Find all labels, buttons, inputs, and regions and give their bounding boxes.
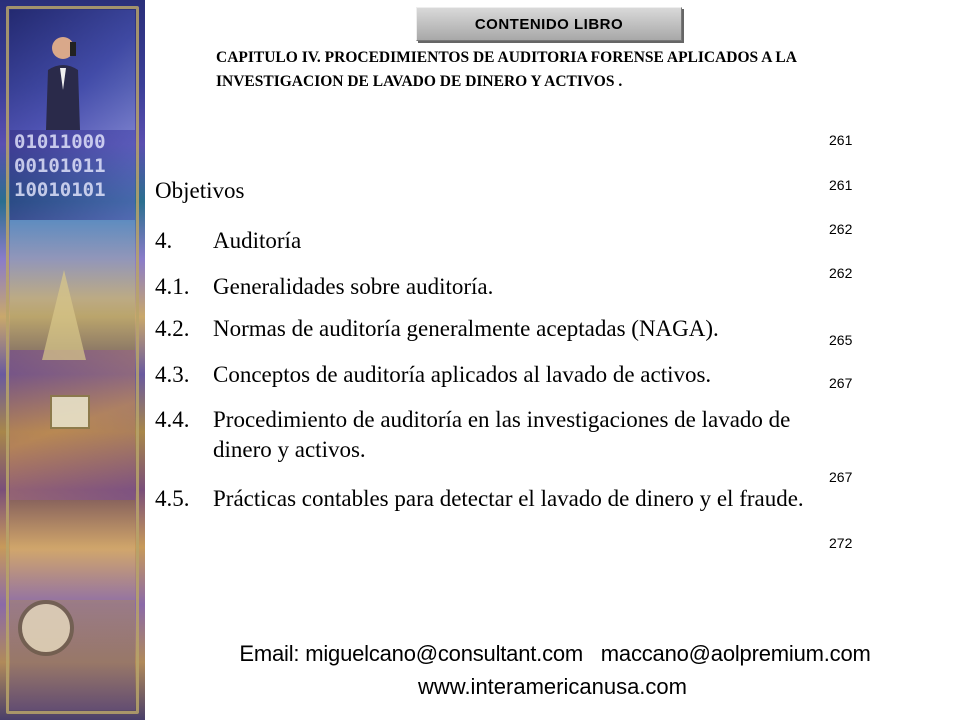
page-number: 267 bbox=[829, 375, 853, 391]
page-number: 267 bbox=[829, 469, 853, 485]
toc-item-number: 4.2. bbox=[155, 316, 190, 341]
toc-item-number: 4.3. bbox=[155, 362, 190, 387]
toc-item-4-4 bbox=[155, 405, 815, 465]
toc-item-text: Procedimiento de auditoría en las investigaciones de lavado de dinero y activos. bbox=[213, 407, 791, 462]
page-number: 272 bbox=[829, 535, 853, 551]
toc-item-number: 4. bbox=[155, 228, 173, 253]
website-link[interactable]: www.interamericanusa.com bbox=[418, 674, 687, 699]
email-line bbox=[155, 641, 955, 667]
page-number: 262 bbox=[829, 221, 853, 237]
toc-item-4-1 bbox=[155, 272, 815, 302]
page-number: 261 bbox=[829, 177, 853, 193]
email-label: Email: bbox=[239, 641, 306, 666]
toc-item-text: Auditoría bbox=[213, 228, 302, 253]
toc-item-text: Generalidades sobre auditoría. bbox=[213, 274, 494, 299]
toc-item-text: Objetivos bbox=[155, 178, 245, 203]
toc-item-4-5 bbox=[155, 484, 815, 514]
email-link-secondary[interactable]: maccano@aolpremium.com bbox=[600, 641, 871, 666]
email-link-primary[interactable]: miguelcano@consultant.com bbox=[305, 641, 584, 666]
toc-item-text: Prácticas contables para detectar el lavado de dinero y el fraude. bbox=[213, 486, 804, 511]
toc-item-number: 4.4. bbox=[155, 407, 190, 432]
page-number: 265 bbox=[829, 332, 853, 348]
banner-frame bbox=[6, 6, 139, 714]
toc-item-4-2 bbox=[155, 314, 815, 344]
chapter-title: CAPITULO IV. PROCEDIMIENTOS DE AUDITORIA FORENSE APLICADOS A LA INVESTIGACION DE LAVADO DE DINERO Y ACTIVOS . bbox=[216, 49, 797, 90]
toc-item-objetivos bbox=[155, 176, 815, 206]
toc-item-4-3 bbox=[155, 360, 815, 390]
contact-footer bbox=[145, 628, 960, 720]
page-number: 262 bbox=[829, 265, 853, 281]
toc-item-4 bbox=[155, 226, 815, 256]
toc-item-text: Normas de auditoría generalmente aceptadas (NAGA). bbox=[213, 316, 719, 341]
section-tab: CONTENIDO LIBRO bbox=[416, 7, 682, 41]
toc-item-number: 4.5. bbox=[155, 486, 190, 511]
page-number: 261 bbox=[829, 132, 853, 148]
toc-item-number: 4.1. bbox=[155, 274, 190, 299]
decorative-banner bbox=[0, 0, 145, 720]
binary-digits: 01011000 00101011 10010101 bbox=[14, 131, 106, 201]
toc-item-text: Conceptos de auditoría aplicados al lavado de activos. bbox=[213, 362, 712, 387]
